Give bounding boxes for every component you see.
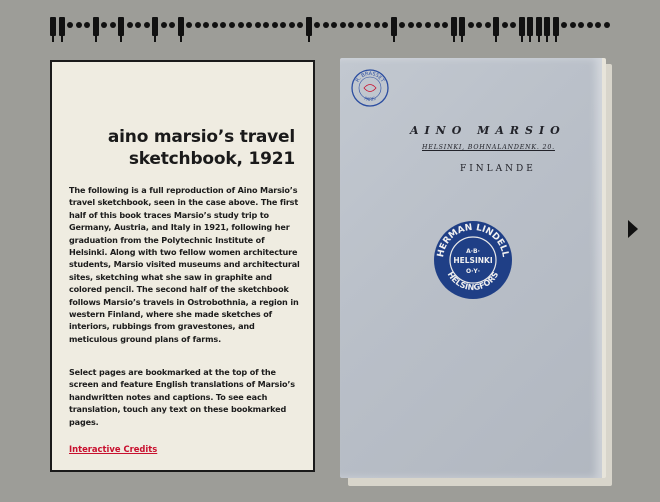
page-dot[interactable] (238, 22, 244, 28)
seal-inner-middle-text: HELSINKI (453, 256, 493, 265)
page-dot[interactable] (297, 22, 303, 28)
page-dot[interactable] (510, 22, 516, 28)
page-dot[interactable] (135, 22, 141, 28)
page-dot[interactable] (263, 22, 269, 28)
page-dot[interactable] (570, 22, 576, 28)
page-dot[interactable] (348, 22, 354, 28)
page-dot[interactable] (203, 22, 209, 28)
page-dot[interactable] (425, 22, 431, 28)
page-dot[interactable] (161, 22, 167, 28)
bookmarked-page-marker[interactable] (527, 17, 533, 36)
page-dot[interactable] (76, 22, 82, 28)
bookmarked-page-marker[interactable] (493, 17, 499, 36)
seal-inner-bottom-text: O·Y· (465, 268, 481, 275)
page-dot[interactable] (399, 22, 405, 28)
bookmarked-page-marker[interactable] (59, 17, 65, 36)
page-dot[interactable] (434, 22, 440, 28)
page-dot[interactable] (374, 22, 380, 28)
bookmarked-page-marker[interactable] (152, 17, 158, 36)
seal-outer-bottom-text: HELSINGFORS (445, 270, 501, 293)
page-dot[interactable] (595, 22, 601, 28)
page-dot[interactable] (246, 22, 252, 28)
page-dot[interactable] (357, 22, 363, 28)
page-dot[interactable] (314, 22, 320, 28)
cover-owner-name: AINO MARSIO (410, 124, 566, 137)
shop-stamp (350, 68, 390, 108)
bookmark-note: Select pages are bookmarked at the top of the screen and feature English translations of Marsio’s handwritten notes and captions. To see each translation, touch any text on these bookmarked pages. (69, 367, 295, 427)
page-dot[interactable] (195, 22, 201, 28)
page-dot[interactable] (67, 22, 73, 28)
sketchbook-cover[interactable] (340, 58, 612, 486)
bookmarked-page-marker[interactable] (93, 17, 99, 36)
page-dot[interactable] (502, 22, 508, 28)
stamp-top-text: R. BRASSET (354, 70, 386, 84)
next-page-arrow-icon[interactable] (628, 220, 638, 238)
bookmarked-page-marker[interactable] (118, 17, 124, 36)
page-dot[interactable] (229, 22, 235, 28)
page-dot[interactable] (169, 22, 175, 28)
page-dot[interactable] (212, 22, 218, 28)
bookmarked-page-marker[interactable] (50, 17, 56, 36)
page-dot[interactable] (289, 22, 295, 28)
page-dot[interactable] (416, 22, 422, 28)
svg-text:PARIS (363, 96, 377, 104)
page-dot[interactable] (331, 22, 337, 28)
info-panel (50, 60, 315, 472)
page-strip[interactable] (50, 13, 610, 47)
page-dot[interactable] (255, 22, 261, 28)
page-dot[interactable] (340, 22, 346, 28)
page-dot[interactable] (127, 22, 133, 28)
page-dot[interactable] (382, 22, 388, 28)
interactive-credits-link[interactable]: Interactive Credits (69, 444, 158, 454)
page-dot[interactable] (485, 22, 491, 28)
herman-lindell-seal (433, 220, 513, 300)
page-dot[interactable] (561, 22, 567, 28)
page-dot[interactable] (476, 22, 482, 28)
page-dot[interactable] (408, 22, 414, 28)
page-dot[interactable] (323, 22, 329, 28)
page-dot[interactable] (272, 22, 278, 28)
page-dot[interactable] (220, 22, 226, 28)
page-dot[interactable] (578, 22, 584, 28)
page-dot[interactable] (110, 22, 116, 28)
page-dot[interactable] (442, 22, 448, 28)
bookmarked-page-marker[interactable] (451, 17, 457, 36)
stamp-bottom-text: PARIS (362, 96, 378, 104)
bookmarked-page-marker[interactable] (459, 17, 465, 36)
bookmarked-page-marker[interactable] (536, 17, 542, 36)
seal-outer-top-text: HERMAN LINDELL (436, 222, 510, 259)
page-dot[interactable] (468, 22, 474, 28)
cover-address: HELSINKI, BOHNALANDENK. 20. (422, 144, 555, 151)
bookmarked-page-marker[interactable] (519, 17, 525, 36)
intro-text: The following is a full reproduction of Aino Marsio’s travel sketchbook, seen in the case above. The first half of this book traces Marsio’s study trip to Germany, Austria, and Italy in 1921, following her graduation from the Polytechnic Institute of Helsinki. Along with two fellow women architecture students, Marsio visited museums and architectural sites, sketching what she saw in graphite and colored pencil. The second half of the sketchbook follows Marsio’s travels in Ostrobothnia, a region in western Finland, where she made sketches of interiors, rubbings from gravestones, and meticulous ground plans of farms. (69, 185, 300, 344)
page-dot[interactable] (280, 22, 286, 28)
cover-surface (340, 58, 606, 478)
page-dot[interactable] (365, 22, 371, 28)
page-dot[interactable] (101, 22, 107, 28)
page-dot[interactable] (84, 22, 90, 28)
bookmarked-page-marker[interactable] (178, 17, 184, 36)
page-dot[interactable] (186, 22, 192, 28)
page-dot[interactable] (587, 22, 593, 28)
bookmarked-page-marker[interactable] (391, 17, 397, 36)
page-dot[interactable] (144, 22, 150, 28)
bookmarked-page-marker[interactable] (306, 17, 312, 36)
cover-country: FINLANDE (460, 164, 536, 174)
page-dot[interactable] (604, 22, 610, 28)
bookmarked-page-marker[interactable] (544, 17, 550, 36)
seal-inner-top-text: A·B· (466, 248, 480, 255)
bookmarked-page-marker[interactable] (553, 17, 559, 36)
page-title: aino marsio’s travel sketchbook, 1921 (107, 127, 295, 169)
